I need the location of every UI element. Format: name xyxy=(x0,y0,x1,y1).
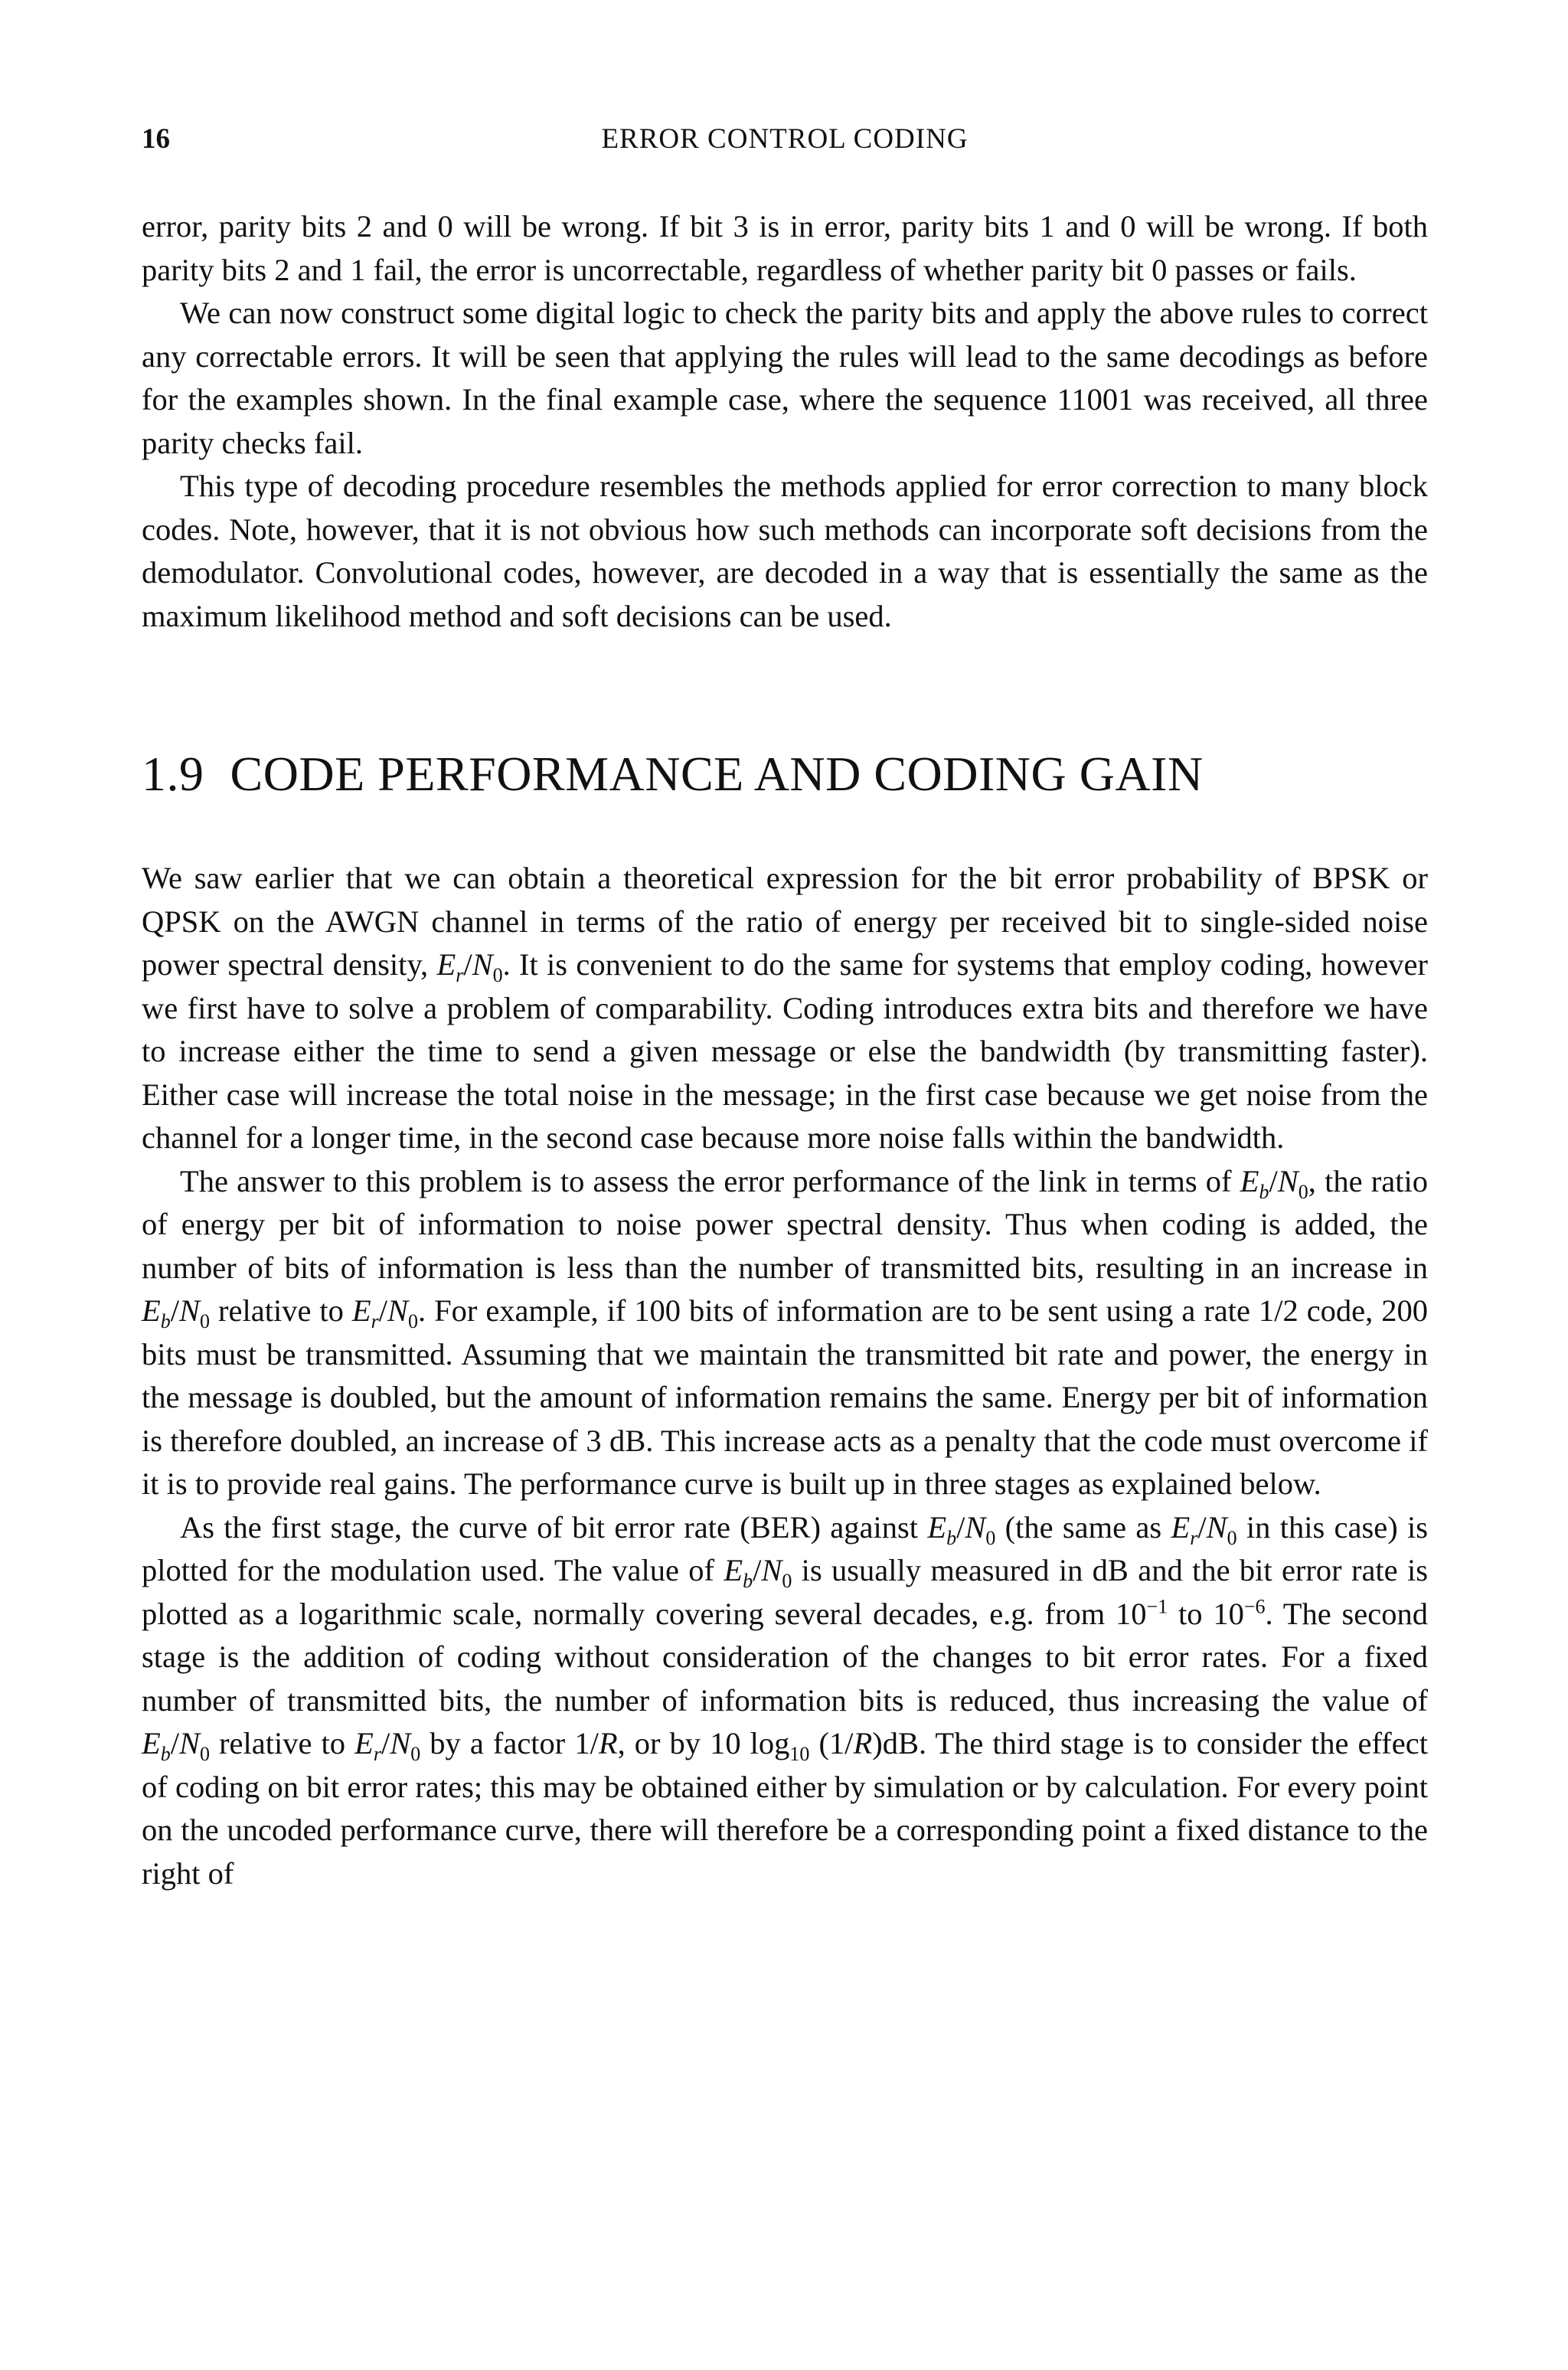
running-head: ERROR CONTROL CODING xyxy=(601,123,969,155)
math-eb-n0: $E_b/N_0$ xyxy=(724,1553,792,1593)
section-heading xyxy=(142,744,1428,805)
page xyxy=(142,123,1428,1895)
section-body xyxy=(142,857,1428,1895)
math-eb-n0: $E_b/N_0$ xyxy=(927,1509,996,1549)
page-header xyxy=(142,123,1428,168)
paragraph-decoding-procedure: This type of decoding procedure resembles the methods applied for error correction to many block codes. Note, however, that it is not obvious how such methods can incorporate soft decisions from the demodulator. Convolutional codes, however, are decoded in a way that is essentially the same as the maximum likelihood method and soft decisions can be used. xyxy=(142,469,1428,633)
paragraph-bit-error-probability: We saw earlier that we can obtain a theoretical expression for the bit error probability of BPSK or QPSK on the AWGN channel in terms of the ratio of energy per received bit to single-sided noise power spectral density, $E_r/N_0$. It is convenient to do the same for systems that employ coding, however we first have to solve a problem of comparability. Coding introduces extra bits and therefore we have to increase either the time to send a given message or else the bandwidth (by transmitting faster). Either case will increase the total noise in the message; in the first case because we get noise from the channel for a longer time, in the second case because more noise falls within the bandwidth. xyxy=(142,861,1428,1155)
math-er-n0: $E_r/N_0$ xyxy=(1171,1509,1237,1549)
math-log-one-over-r: 10 $\log_{10} (1/R)$ xyxy=(710,1726,883,1766)
math-eb-n0: $E_b/N_0$ xyxy=(1240,1163,1308,1203)
section-title: CODE PERFORMANCE AND CODING GAIN xyxy=(230,747,1204,801)
paragraph-continued: error, parity bits 2 and 0 will be wrong. If bit 3 is in error, parity bits 1 and 0 will be wrong. If both parity bits 2 and 1 fail, the error is uncorrectable, regardless of whether parity bit 0 passes or fails. xyxy=(142,209,1428,287)
paragraph-digital-logic: We can now construct some digital logic to check the parity bits and apply the above rules to correct any correctable errors. It will be seen that applying the rules will lead to the same decodings as before for the examples shown. In the final example case, where the sequence 11001 was received, all three parity checks fail. xyxy=(142,296,1428,460)
paragraph-performance-curve: As the first stage, the curve of bit error rate (BER) against $E_b/N_0$ (the same as $E_r/N_0$ in this case) is plotted for the modulation used. The value of $E_b/N_0$ is usually measured in dB and the bit error rate is plotted as a logarithmic scale, normally covering several decades, e.g. from $10^{-1}$ to $10^{-6}$. The second stage is the addition of coding without consideration of the changes to bit error rates. For a fixed number of transmitted bits, the number of information bits is reduced, thus increasing the value of $E_b/N_0$ relative to $E_r/N_0$ by a factor 1/R, or by 10 $\log_{10} (1/R)dB$. The third stage is to consider the effect of coding on bit error rates; this may be obtained either by simulation or by calculation. For every point on the uncoded performance curve, there will therefore be a corresponding point a fixed distance to the right of xyxy=(142,1509,1428,1891)
math-er-n0: $E_r/N_0$ xyxy=(354,1726,421,1766)
math-er-n0: $E_r/N_0$ xyxy=(436,947,503,987)
page-number: 16 xyxy=(142,123,170,155)
math-ten-neg6: $10^{-6}$ xyxy=(1213,1595,1266,1631)
math-eb-n0: $E_b/N_0$ xyxy=(142,1726,211,1766)
math-er-n0: $E_r/N_0$ xyxy=(351,1293,419,1333)
paragraph-eb-n0-assessment: The answer to this problem is to assess the error performance of the link in terms of $E_b/N_0$, the ratio of energy per bit of information to noise power spectral density. Thus when coding is added, the number of bits of information is less than the number of transmitted bits, resulting in an increase in $E_b/N_0$ relative to $E_r/N_0$. For example, if 100 bits of information are to be sent using a rate 1/2 code, 200 bits must be transmitted. Assuming that we maintain the transmitted bit rate and power, the energy in the message is doubled, but the amount of information remains the same. Energy per bit of information is therefore doubled, an increase of 3 dB. This increase acts as a penalty that the code must overcome if it is to provide real gains. The performance curve is built up in three stages as explained below. xyxy=(142,1163,1428,1501)
section-number: 1.9 xyxy=(142,747,204,801)
math-eb-n0: $E_b/N_0$ xyxy=(142,1293,211,1333)
continued-text xyxy=(142,205,1428,638)
math-ten-neg1: $10^{-1}$ xyxy=(1116,1595,1168,1631)
math-one-over-r: 1/R xyxy=(574,1726,618,1760)
